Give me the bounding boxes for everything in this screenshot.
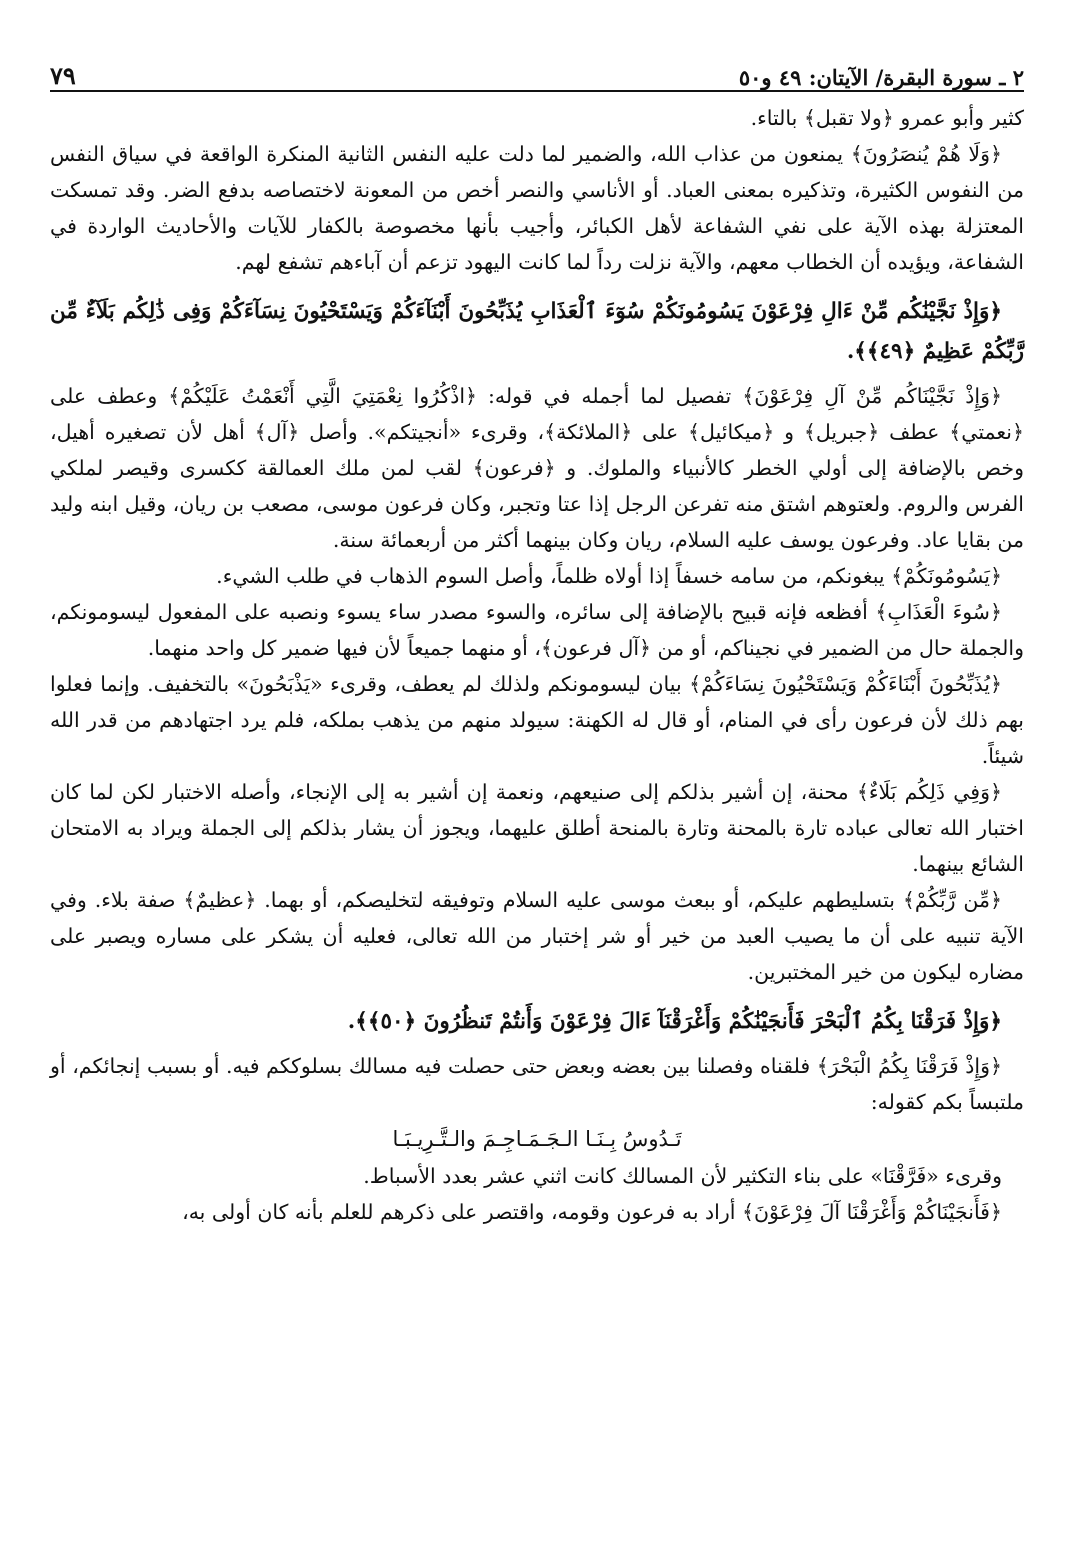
paragraph: ﴿سُوءَ الْعَذَابِ﴾ أفظعه فإنه قبيح بالإضافة إلى سائره، والسوء مصدر ساء يسوء ونصبه على المفعول ليسومونكم، والجملة حال من الضمير في نجيناكم، أو من ﴿آل فرعون﴾، أو منهما جميعاً لأن فيها ضمير كل واحد منهما. xyxy=(50,600,1024,660)
paragraph: ﴿وَإِذْ فَرَقْنَا بِكُمُ الْبَحْرَ﴾ فلقناه وفصلنا بين بعضه وبعض حتى حصلت فيه مسالك بسلوككم فيه. أو بسبب إنجائكم، أو ملتبساً بكم كقوله: xyxy=(50,1054,1024,1114)
paragraph: ﴿مِّن رَّبِّكُمْ﴾ بتسليطهم عليكم، أو ببعث موسى عليه السلام وتوفيقه لتخليصكم، أو بهما. ﴿عظيمٌ﴾ صفة بلاء. وفي الآية تنبيه على أن ما يصيب العبد من خير أو شر إختبار من الله تعالى، فعليه أن يشكر على مساره ويصبر على مضاره ليكون من خير المختبرين. xyxy=(50,888,1024,984)
paragraph: ﴿وَلَا هُمْ يُنصَرُونَ﴾ يمنعون من عذاب الله، والضمير لما دلت عليه النفس الثانية المنكرة الواقعة في سياق النفس من النفوس الكثيرة، وتذكيره بمعنى العباد. أو الأناسي والنصر أخص من المعونة لاختصاصه بدفع الضر. وقد تمسكت المعتزلة بهذه الآية على نفي الشفاعة لأهل الكبائر، وأجيب بأنها مخصوصة بالكفار للآيات والأحاديث الواردة في الشفاعة، ويؤيده أن الخطاب معهم، والآية نزلت رداً لما كانت اليهود تزعم أن آباءهم تشفع لهم. xyxy=(50,142,1024,274)
page-header xyxy=(50,54,1024,92)
paragraph: كثير وأبو عمرو ﴿ولا تقبل﴾ بالتاء. xyxy=(750,106,1024,130)
paragraph: ﴿فَأَنجَيْنَاكُمْ وَأَغْرَقْنَا آلَ فِرْعَوْنَ﴾ أراد به فرعون وقومه، واقتصر على ذكرهم للعلم بأنه كان أولى به، xyxy=(182,1200,1002,1224)
paragraph: ﴿يَسُومُونَكُمْ﴾ يبغونكم، من سامه خسفاً إذا أولاه ظلماً، وأصل السوم الذهاب في طلب الشيء. xyxy=(216,564,1002,588)
page-number: ٧٩ xyxy=(50,61,76,90)
running-title: ٢ ـ سورة البقرة/ الآيتان: ٤٩ و٥٠ xyxy=(738,65,1024,90)
paragraph: وقرىء «فَرَّقْنَا» على بناء التكثير لأن المسالك كانت اثني عشر بعدد الأسباط. xyxy=(363,1164,1002,1188)
quran-verse: ﴿وَإِذْ فَرَقْنَا بِكُمُ ٱلْبَحْرَ فَأَنجَيْنَٰكُمْ وَأَغْرَقْنَآ ءَالَ فِرْعَوْنَ وَأَنتُمْ تَنظُرُونَ ﴿٥٠﴾﴾. xyxy=(347,1009,1002,1034)
poem-verse: تَـدُوسُ بِـنَـا الـجَـمَـاجِـمَ والـتَّـرِيـبَـا xyxy=(392,1127,682,1151)
quran-verse: ﴿وَإِذْ نَجَّيْنَٰكُم مِّنْ ءَالِ فِرْعَوْنَ يَسُومُونَكُمْ سُوٓءَ ٱلْعَذَابِ يُذَبِّحُونَ أَبْنَآءَكُمْ وَيَسْتَحْيُونَ نِسَآءَكُمْ وَفِى ذَٰلِكُم بَلَآءٌ مِّن رَّبِّكُمْ عَظِيمٌ ﴿٤٩﴾﴾. xyxy=(50,299,1024,364)
paragraph: ﴿وَإِذْ نَجَّيْنَاكُم مِّنْ آلِ فِرْعَوْنَ﴾ تفصيل لما أجمله في قوله: ﴿اذْكُرُوا نِعْمَتِيَ الَّتِي أَنْعَمْتُ عَلَيْكُمْ﴾ وعطف على ﴿نعمتي﴾ عطف ﴿جبريل﴾ و ﴿ميكائيل﴾ على ﴿الملائكة﴾، وقرىء «أنجيتكم». وأصل ﴿آل﴾ أهل لأن تصغيره أهيل، وخص بالإضافة إلى أولي الخطر كالأنبياء والملوك. و ﴿فرعون﴾ لقب لمن ملك العمالقة ككسرى وقيصر لملكي الفرس والروم. ولعتوهم اشتق منه تفرعن الرجل إذا عتا وتجبر، وكان فرعون موسى، مصعب بن ريان، وقيل ابنه وليد من بقايا عاد. وفرعون يوسف عليه السلام، ريان وكان بينهما أكثر من أربعمائة سنة. xyxy=(50,384,1024,552)
paragraph: ﴿يُذَبِّحُونَ أَبْنَاءَكُمْ وَيَسْتَحْيُونَ نِسَاءَكُمْ﴾ بيان ليسومونكم ولذلك لم يعطف، وقرىء «يَذْبَحُونَ» بالتخفيف. وإنما فعلوا بهم ذلك لأن فرعون رأى في المنام، أو قال له الكهنة: سيولد منهم من يذهب بملكه، فلم يرد اجتهادهم من قدر الله شيئاً. xyxy=(50,672,1024,768)
paragraph: ﴿وَفِي ذَلِكُم بَلَاءٌ﴾ محنة، إن أشير بذلكم إلى صنيعهم، ونعمة إن أشير به إلى الإنجاء، وأصله الاختبار لكن لما كان اختبار الله تعالى عباده تارة بالمحنة وتارة بالمنحة أطلق عليهما، ويجوز أن يشار بذلكم إلى الجملة ويراد به الامتحان الشائع بينهما. xyxy=(50,780,1024,876)
